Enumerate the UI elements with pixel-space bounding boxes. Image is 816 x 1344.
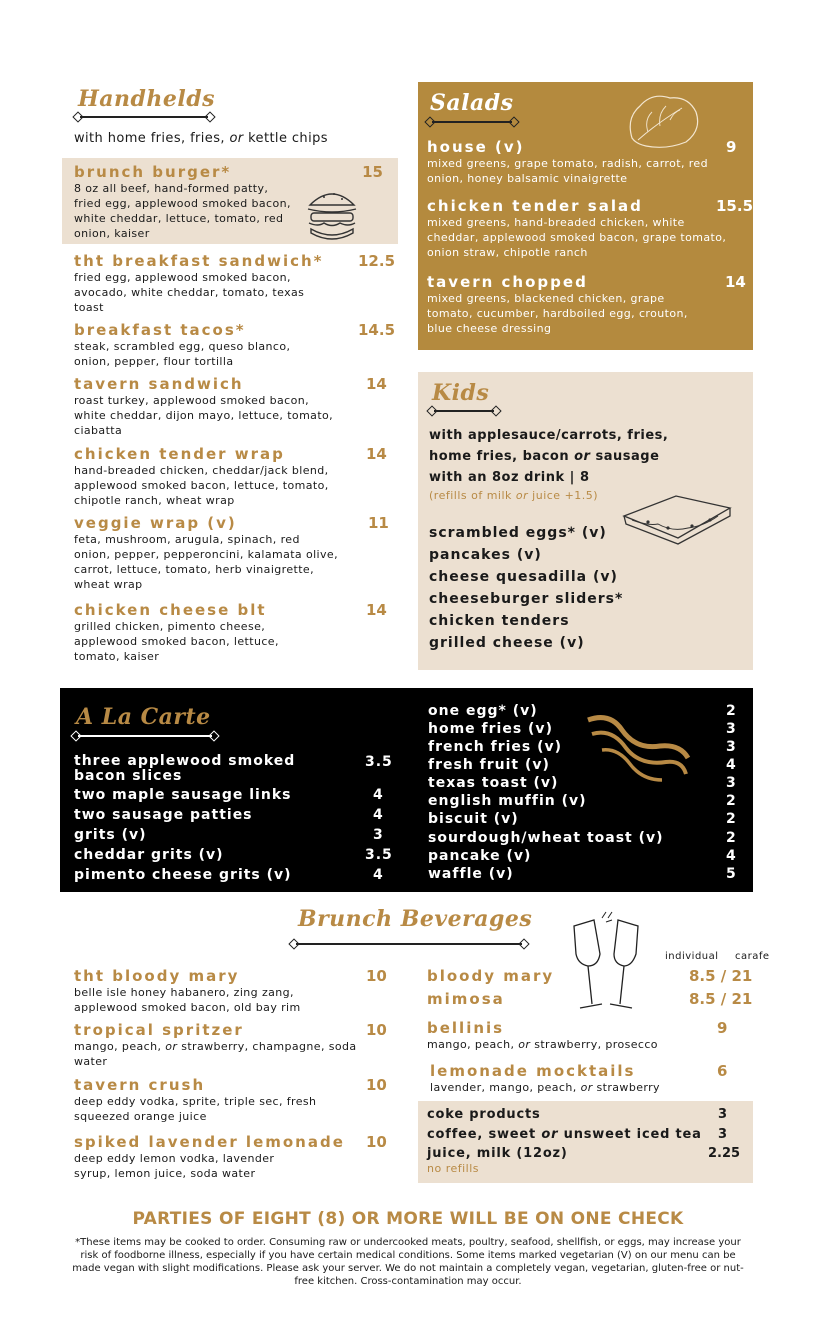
item-name: tavern crush: [74, 1076, 206, 1094]
column-header-carafe: carafe: [735, 951, 770, 962]
kids-refill-or: or: [515, 489, 529, 502]
item-name: english muffin (v): [428, 793, 587, 809]
item-desc: 8 oz all beef, hand-formed patty, fried egg, applewood smoked bacon, white cheddar, lettuce, tomato, red onion, kaiser: [74, 182, 291, 240]
item-price: 2: [726, 830, 737, 846]
alacarte-divider: [78, 735, 212, 737]
item-price: 3: [726, 721, 737, 737]
handhelds-divider: [80, 116, 208, 118]
item-name: bacon slices: [74, 768, 183, 784]
item-desc: feta, mushroom, arugula, spinach, red onion, pepper, pepperoncini, kalamata olive, carrot, lettuce, tomato, herb vinaigrette, wheat wrap: [74, 533, 338, 591]
menu-item: [74, 1133, 354, 1181]
item-name-text: unsweet iced tea: [558, 1127, 702, 1142]
menu-item: [427, 273, 712, 336]
item-price: 8.5 / 21: [689, 990, 753, 1008]
item-desc-text: mango, peach,: [74, 1040, 166, 1053]
menu-item: [74, 321, 374, 369]
bacon-icon: [582, 710, 694, 788]
item-name: bloody mary: [427, 967, 555, 985]
item-price: 3.5: [365, 847, 393, 863]
item-name: tavern chopped: [427, 273, 588, 291]
item-price: 5: [726, 866, 737, 882]
item-desc: deep eddy lemon vodka, lavender syrup, lemon juice, soda water: [74, 1152, 275, 1180]
salads-section: [418, 82, 753, 350]
item-price: 11: [368, 514, 389, 532]
kids-line: [429, 446, 668, 467]
item-desc-text: strawberry, champagne, soda water: [74, 1040, 357, 1068]
item-name: biscuit (v): [428, 811, 519, 827]
list-item: cheese quesadilla (v): [429, 569, 618, 585]
item-name: coke products: [427, 1107, 541, 1122]
item-name: fresh fruit (v): [428, 757, 550, 773]
item-name-or: or: [541, 1127, 559, 1142]
item-desc-text: mango, peach,: [427, 1038, 519, 1051]
menu-item: [427, 138, 742, 186]
item-price: 14: [366, 375, 387, 393]
item-name: home fries (v): [428, 721, 553, 737]
item-price: 4: [373, 787, 384, 803]
item-name: texas toast (v): [428, 775, 559, 791]
item-name: sourdough/wheat toast (v): [428, 830, 664, 846]
item-name: [427, 1127, 702, 1142]
item-price: 4: [373, 867, 384, 883]
kids-line: with applesauce/carrots, fries,: [429, 428, 669, 443]
handhelds-title: Handhelds: [78, 86, 216, 112]
item-name: grits (v): [74, 827, 147, 843]
item-desc-text: strawberry: [592, 1081, 660, 1094]
item-name: chicken cheese blt: [74, 601, 267, 619]
menu-item: [74, 967, 354, 1015]
item-price: 3: [718, 1127, 728, 1142]
item-name: two sausage patties: [74, 807, 253, 823]
subtitle-text-end: kettle chips: [243, 131, 328, 146]
item-name: tropical spritzer: [74, 1021, 244, 1039]
alacarte-title: A La Carte: [76, 704, 211, 730]
champagne-glasses-icon: [566, 910, 648, 1018]
item-desc: [427, 1037, 707, 1052]
item-name: brunch burger*: [74, 163, 232, 181]
kids-items: [429, 522, 623, 654]
subtitle-text: with home fries, fries,: [74, 131, 230, 146]
item-price: 6: [717, 1062, 728, 1080]
item-name: bellinis: [427, 1019, 505, 1037]
item-name: veggie wrap (v): [74, 514, 237, 532]
item-name: tht bloody mary: [74, 967, 240, 985]
kids-line-or: or: [574, 449, 591, 464]
menu-item: [74, 514, 374, 592]
item-desc: grilled chicken, pimento cheese, applewood smoked bacon, lettuce, tomato, kaiser: [74, 620, 279, 663]
kids-title: Kids: [432, 380, 490, 406]
item-desc: mixed greens, grape tomato, radish, carrot, red onion, honey balsamic vinaigrette: [427, 157, 708, 185]
list-item: grilled cheese (v): [429, 635, 585, 651]
item-desc: hand-breaded chicken, cheddar/jack blend, applewood smoked bacon, lettuce, tomato, chipotle ranch, wheat wrap: [74, 464, 329, 507]
item-price: 2: [726, 811, 737, 827]
item-name: chicken tender wrap: [74, 445, 285, 463]
kids-refill-text: (refills of milk: [429, 489, 516, 502]
beverages-divider: [296, 943, 522, 945]
menu-item: [427, 197, 727, 260]
item-desc: [430, 1080, 710, 1095]
kids-line: with an 8oz drink | 8: [429, 470, 590, 485]
kids-divider: [434, 410, 494, 412]
item-price: 12.5: [358, 252, 396, 270]
item-price: 10: [366, 1021, 387, 1039]
item-price: 4: [726, 848, 737, 864]
list-item: [74, 754, 295, 784]
alacarte-section: [60, 688, 753, 892]
parties-notice: PARTIES OF EIGHT (8) OR MORE WILL BE ON ONE CHECK: [132, 1209, 684, 1229]
item-price: 15.5: [716, 197, 754, 215]
item-name: pimento cheese grits (v): [74, 867, 292, 883]
column-header-individual: individual: [665, 951, 719, 962]
menu-item: [74, 601, 374, 664]
item-name: tht breakfast sandwich*: [74, 252, 324, 270]
item-desc: belle isle honey habanero, zing zang, applewood smoked bacon, old bay rim: [74, 986, 301, 1014]
menu-item: [430, 1062, 710, 1095]
item-name: french fries (v): [428, 739, 563, 755]
menu-item: [74, 1076, 349, 1124]
item-price: 10: [366, 967, 387, 985]
handhelds-subtitle: [74, 131, 328, 146]
item-price: 3: [373, 827, 384, 843]
item-desc: mixed greens, blackened chicken, grape tomato, cucumber, hardboiled egg, crouton, blue cheese dressing: [427, 292, 688, 335]
item-price: 10: [366, 1076, 387, 1094]
item-desc-or: or: [518, 1038, 531, 1051]
item-name: cheddar grits (v): [74, 847, 224, 863]
menu-item: [74, 1021, 359, 1069]
item-price: 14: [366, 601, 387, 619]
item-desc: roast turkey, applewood smoked bacon, white cheddar, dijon mayo, lettuce, tomato, ciabatta: [74, 394, 334, 437]
item-name: mimosa: [427, 990, 505, 1008]
item-price: 15: [362, 163, 383, 181]
item-desc: mixed greens, hand-breaded chicken, white cheddar, applewood smoked bacon, grape tomato, onion straw, chipotle ranch: [427, 216, 727, 259]
burger-icon: [304, 183, 360, 243]
item-price: 3: [726, 739, 737, 755]
item-name: breakfast tacos*: [74, 321, 246, 339]
list-item: scrambled eggs* (v): [429, 525, 607, 541]
item-name: waffle (v): [428, 866, 514, 882]
item-price: 14.5: [358, 321, 396, 339]
item-name: pancake (v): [428, 848, 532, 864]
item-price: 2: [726, 703, 737, 719]
item-desc-or: or: [165, 1040, 178, 1053]
item-desc: fried egg, applewood smoked bacon, avocado, white cheddar, tomato, texas toast: [74, 271, 305, 314]
item-name: one egg* (v): [428, 703, 538, 719]
item-price: 10: [366, 1133, 387, 1151]
item-desc: steak, scrambled egg, queso blanco, onion, pepper, flour tortilla: [74, 340, 291, 368]
quesadilla-icon: [618, 488, 736, 546]
item-price: 3: [718, 1107, 728, 1122]
menu-item: [74, 445, 374, 508]
menu-item: [74, 375, 374, 438]
item-desc: deep eddy vodka, sprite, triple sec, fresh squeezed orange juice: [74, 1095, 317, 1123]
item-name: juice, milk (12oz): [427, 1146, 568, 1161]
item-price: 14: [366, 445, 387, 463]
kids-refill-text: juice +1.5): [528, 489, 599, 502]
item-name-text: coffee, sweet: [427, 1127, 542, 1142]
kids-section: [418, 372, 753, 670]
item-price: 14: [725, 273, 746, 291]
kids-line-text: sausage: [590, 449, 660, 464]
item-price: 3: [726, 775, 737, 791]
item-name: house (v): [427, 138, 525, 156]
menu-item: [427, 1019, 707, 1052]
item-name: tavern sandwich: [74, 375, 244, 393]
item-price: 2.25: [708, 1146, 741, 1161]
item-price: 3.5: [365, 754, 393, 770]
no-refills-note: no refills: [427, 1162, 480, 1175]
subtitle-or: or: [229, 131, 244, 146]
item-price: 4: [726, 757, 737, 773]
item-price: 9: [726, 138, 737, 156]
item-price: 9: [717, 1019, 728, 1037]
item-name: spiked lavender lemonade: [74, 1133, 345, 1151]
item-name: three applewood smoked: [74, 753, 296, 769]
item-name: two maple sausage links: [74, 787, 292, 803]
salads-title: Salads: [430, 90, 514, 116]
item-desc-text: lavender, mango, peach,: [430, 1081, 581, 1094]
list-item: pancakes (v): [429, 547, 542, 563]
item-price: 2: [726, 793, 737, 809]
list-item: chicken tenders: [429, 613, 570, 629]
beverages-title: Brunch Beverages: [298, 906, 533, 932]
salads-divider: [432, 121, 512, 123]
item-price: 8.5 / 21: [689, 967, 753, 985]
list-item: cheeseburger sliders*: [429, 591, 624, 607]
item-name: chicken tender salad: [427, 197, 643, 215]
menu-item: [74, 252, 374, 315]
item-price: 4: [373, 807, 384, 823]
item-desc: [74, 1039, 359, 1069]
disclaimer: *These items may be cooked to order. Consuming raw or undercooked meats, poultry, seafood, shellfish, or eggs, may increase your risk of foodborne illness, especially if you have certain medical conditions. Some items marked vegetarian (V) on our menu can be made vegan with slight modifications. Please ask your server. We do not maintain a completely vegan, vegetarian, gluten-free or nut-free kitchen. Cross-contamination may occur.: [72, 1237, 744, 1287]
item-desc-or: or: [580, 1081, 593, 1094]
kids-line-text: home fries, bacon: [429, 449, 575, 464]
item-desc-text: strawberry, prosecco: [530, 1038, 658, 1051]
item-name: lemonade mocktails: [430, 1062, 636, 1080]
soft-drinks-box: [418, 1101, 753, 1183]
